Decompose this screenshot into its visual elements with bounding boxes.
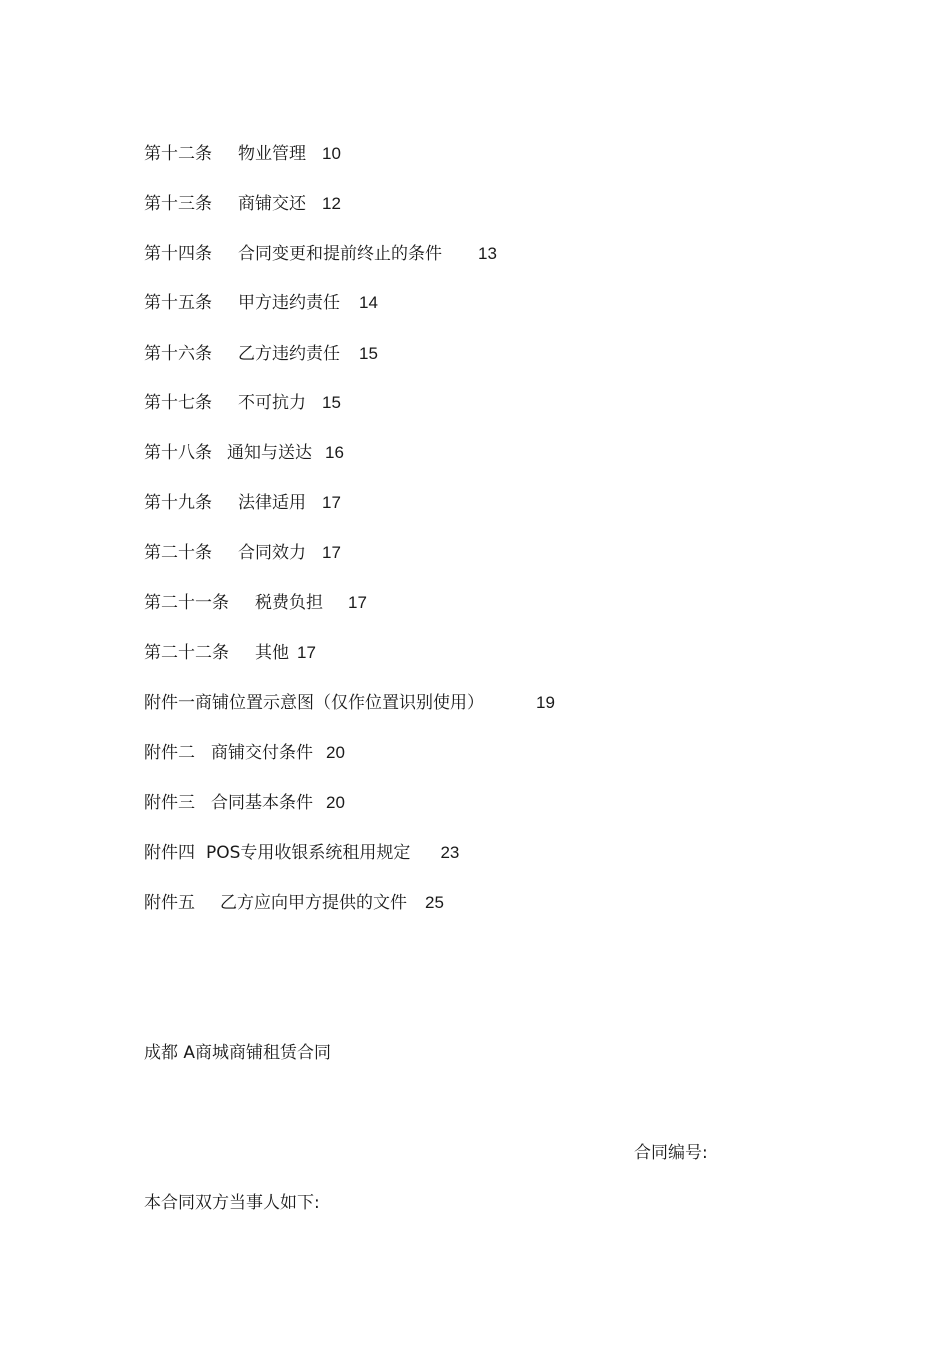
toc-entry bbox=[144, 892, 444, 914]
contract-number-label: 合同编号: bbox=[634, 1143, 708, 1163]
toc-page: 25 bbox=[425, 893, 444, 912]
toc-article: 第二十一条 bbox=[144, 593, 229, 613]
toc-entry bbox=[144, 143, 341, 165]
toc-title: 合同效力 bbox=[238, 543, 306, 563]
toc-page: 15 bbox=[359, 344, 378, 363]
toc-article: 第十二条 bbox=[144, 144, 212, 164]
toc-entry bbox=[144, 742, 345, 764]
toc-article: 附件二 bbox=[144, 743, 195, 763]
toc-page: 17 bbox=[322, 493, 341, 512]
toc-entry bbox=[144, 442, 344, 464]
toc-page: 12 bbox=[322, 194, 341, 213]
toc-page: 20 bbox=[326, 793, 345, 812]
toc-title: 商铺交付条件 bbox=[211, 743, 313, 763]
toc-entry bbox=[144, 343, 378, 365]
toc-page: 17 bbox=[348, 593, 367, 612]
toc-article: 附件三 bbox=[144, 793, 195, 813]
contract-title: 成都 A商城商铺租赁合同 bbox=[144, 1043, 332, 1063]
toc-entry bbox=[144, 542, 341, 564]
toc-title: 法律适用 bbox=[238, 493, 306, 513]
toc-page: 17 bbox=[297, 643, 316, 662]
toc-page: 15 bbox=[322, 393, 341, 412]
toc-article: 第十七条 bbox=[144, 393, 212, 413]
toc-article: 第十四条 bbox=[144, 244, 212, 264]
toc-title: 税费负担 bbox=[255, 593, 323, 613]
toc-page: 13 bbox=[478, 244, 497, 263]
toc-entry bbox=[144, 842, 459, 864]
toc-page: 20 bbox=[326, 743, 345, 762]
toc-entry bbox=[144, 292, 378, 314]
toc-title: 其他 bbox=[255, 643, 289, 663]
toc-title: 不可抗力 bbox=[238, 393, 306, 413]
toc-entry bbox=[144, 692, 555, 714]
toc-title: 物业管理 bbox=[238, 144, 306, 164]
toc-page: 17 bbox=[322, 543, 341, 562]
toc-title: POS专用收银系统租用规定 bbox=[206, 843, 411, 863]
toc-article: 第十九条 bbox=[144, 493, 212, 513]
toc-title: 合同变更和提前终止的条件 bbox=[238, 244, 442, 264]
toc-entry bbox=[144, 492, 341, 514]
toc-entry bbox=[144, 642, 316, 664]
toc-article: 附件四 bbox=[144, 843, 195, 863]
toc-page: 10 bbox=[322, 144, 341, 163]
toc-title: 甲方违约责任 bbox=[238, 293, 340, 313]
toc-title: 乙方应向甲方提供的文件 bbox=[220, 893, 407, 913]
toc-article: 第十八条 bbox=[144, 443, 212, 463]
toc-title: 商铺交还 bbox=[238, 194, 306, 214]
toc-article: 第十五条 bbox=[144, 293, 212, 313]
toc-article: 第十六条 bbox=[144, 344, 212, 364]
toc-page: 14 bbox=[359, 293, 378, 312]
toc-article: 第二十二条 bbox=[144, 643, 229, 663]
toc-entry bbox=[144, 392, 341, 414]
toc-title: 乙方违约责任 bbox=[238, 344, 340, 364]
toc-title: 合同基本条件 bbox=[211, 793, 313, 813]
toc-article: 附件五 bbox=[144, 893, 195, 913]
toc-page: 23 bbox=[440, 843, 460, 862]
toc-entry bbox=[144, 243, 497, 265]
toc-entry bbox=[144, 592, 367, 614]
toc-entry bbox=[144, 193, 341, 215]
parties-intro: 本合同双方当事人如下: bbox=[144, 1193, 320, 1213]
toc-page: 19 bbox=[536, 693, 555, 712]
toc-title: 通知与送达 bbox=[227, 443, 312, 463]
toc-article: 第十三条 bbox=[144, 194, 212, 214]
toc-article: 附件一 bbox=[144, 693, 195, 713]
toc-article: 第二十条 bbox=[144, 543, 212, 563]
toc-page: 16 bbox=[325, 443, 344, 462]
toc-title: 商铺位置示意图（仅作位置识别使用） bbox=[195, 693, 484, 713]
toc-entry bbox=[144, 792, 345, 814]
